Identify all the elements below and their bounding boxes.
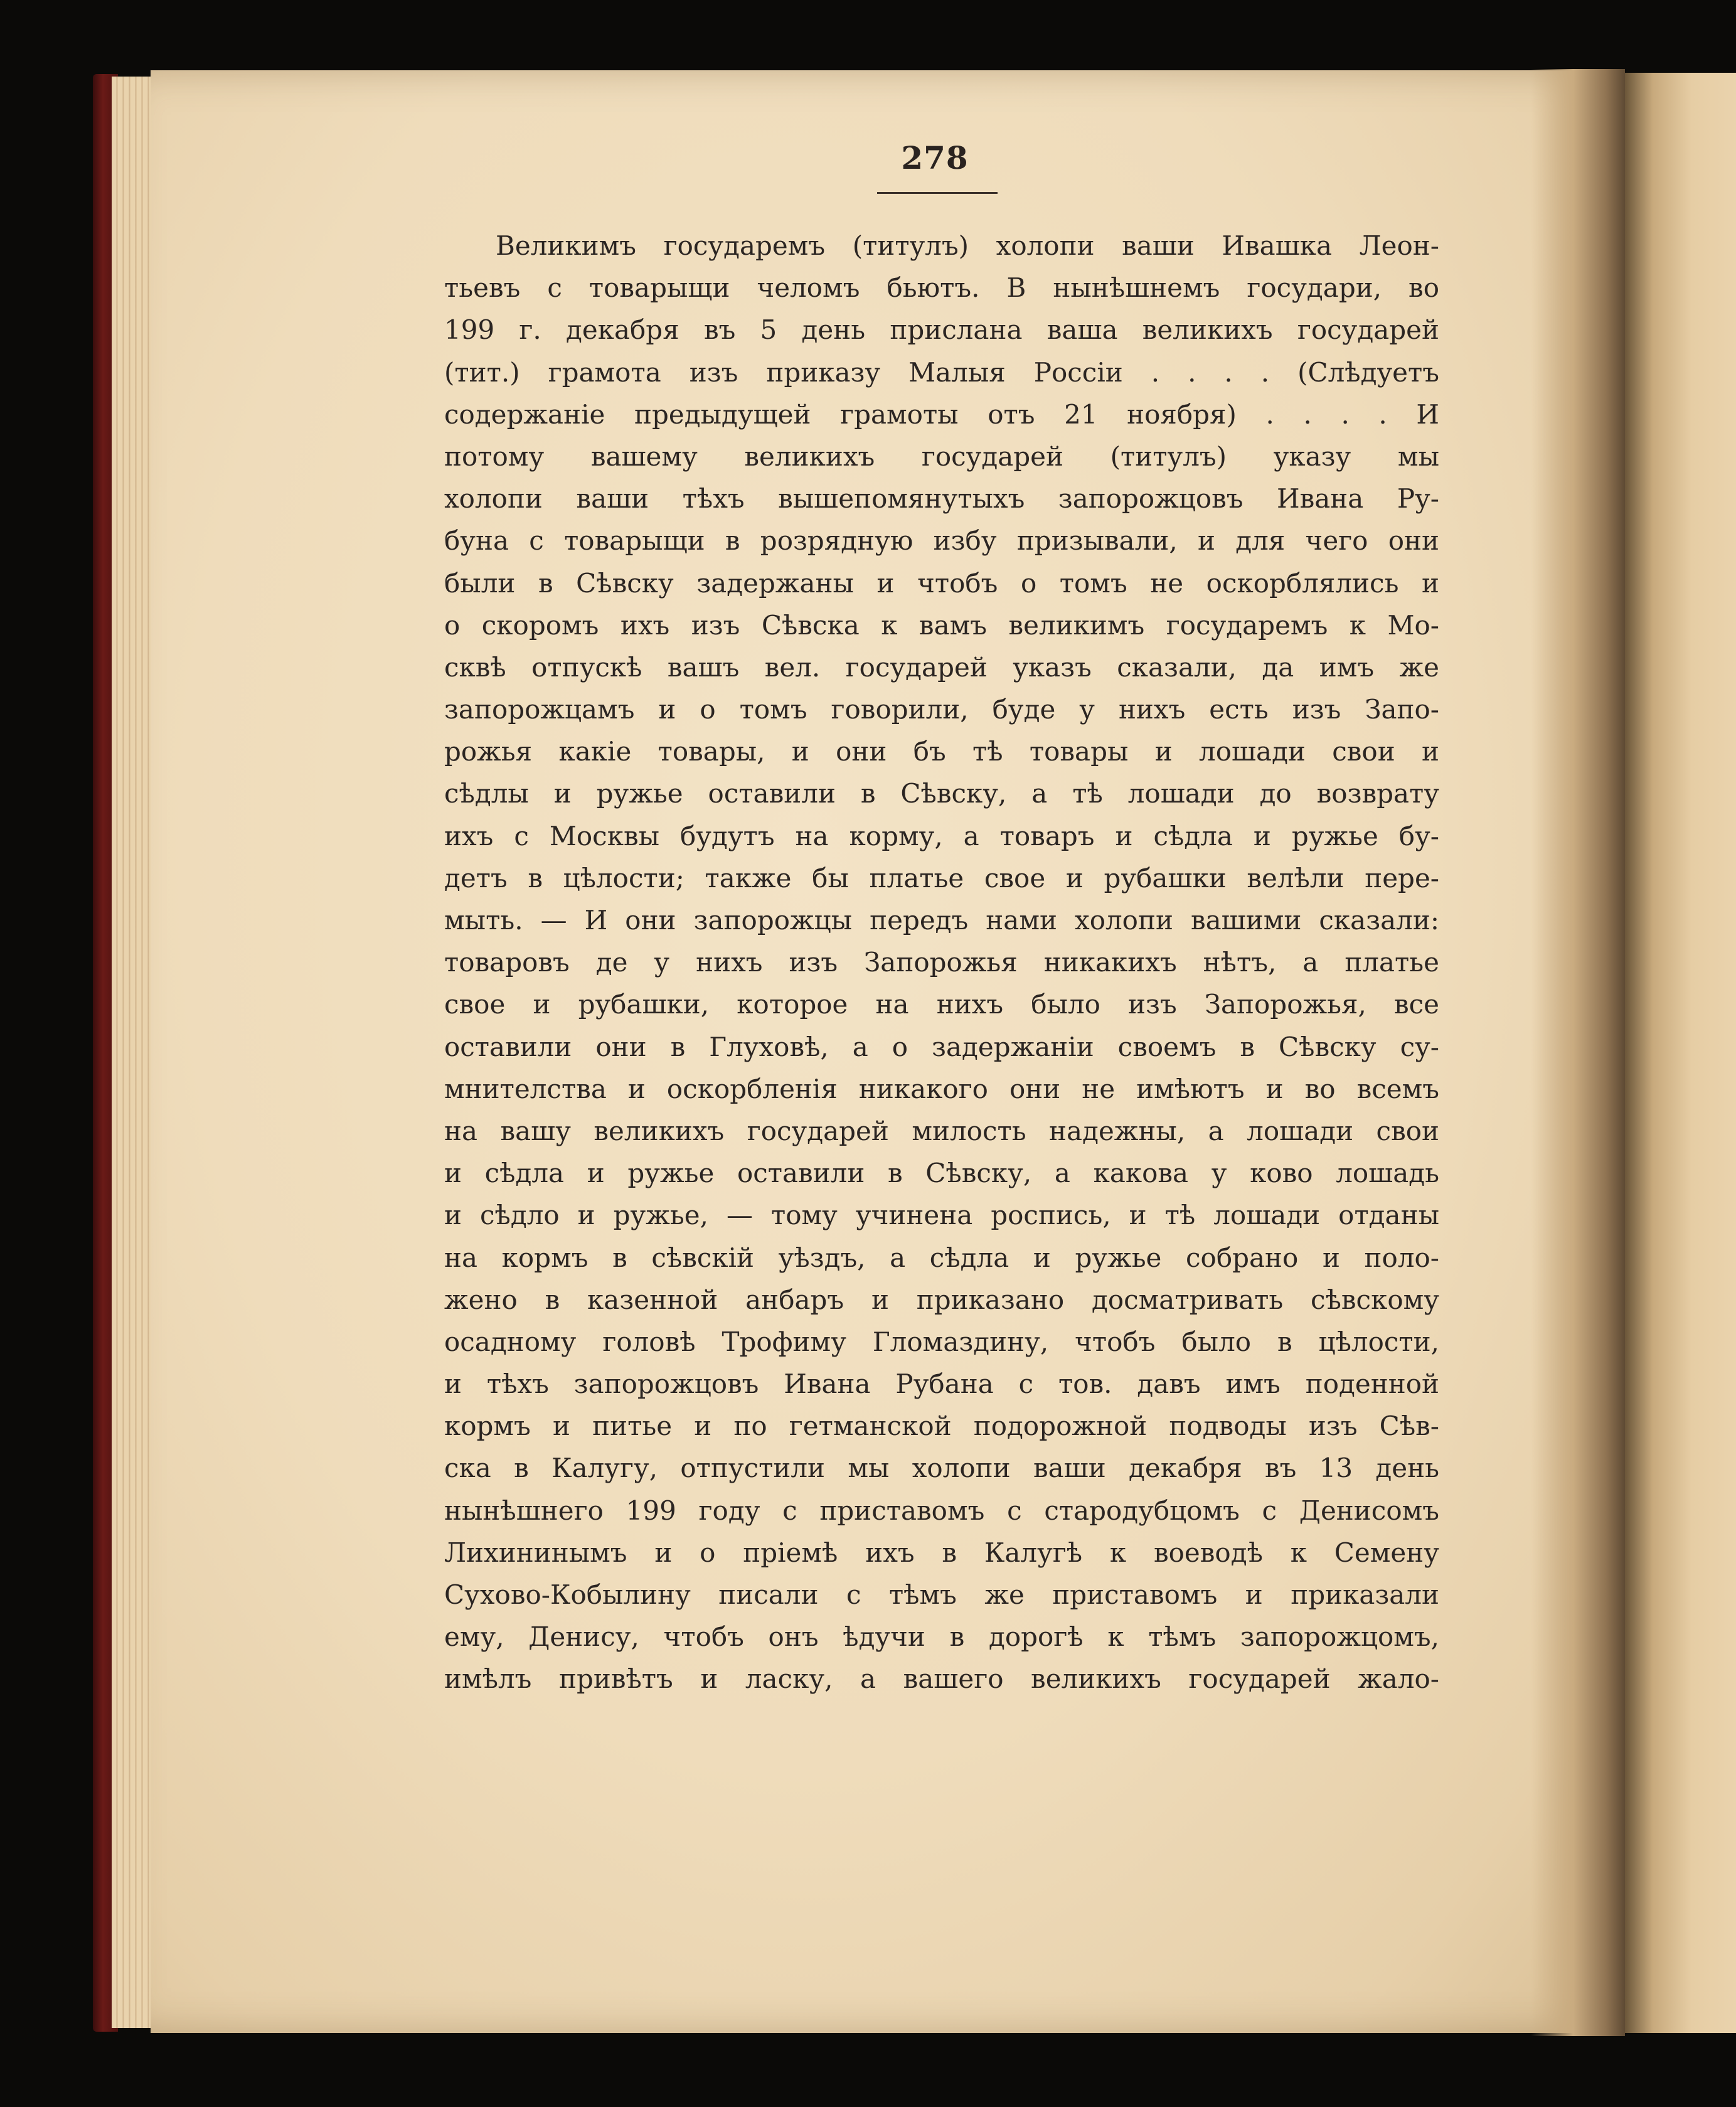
background-top xyxy=(94,0,1736,75)
text-line: Великимъ государемъ (титулъ) холопи ваши Ивашка Леон- xyxy=(496,230,1439,261)
text-line: и тѣхъ запорожцовъ Ивана Рубана с тов. давъ имъ поденной xyxy=(444,1368,1439,1400)
text-line: ихъ с Москвы будутъ на корму, а товаръ и сѣдла и ружье бу- xyxy=(444,820,1439,851)
text-line: буна с товарыщи в розрядную избу призывали, и для чего они xyxy=(444,525,1439,557)
text-line: на вашу великихъ государей милость надежны, а лошади свои xyxy=(444,1115,1439,1146)
text-line: и сѣдла и ружье оставили в Сѣвску, а какова у ково лошадь xyxy=(444,1158,1439,1189)
book-gutter xyxy=(1531,69,1625,2036)
text-line: нынѣшнего 199 году с приставомъ с стародубцомъ с Денисомъ xyxy=(444,1495,1439,1526)
text-line: ему, Денису, чтобъ онъ ѣдучи в дорогѣ к тѣмъ запорожцомъ, xyxy=(444,1621,1439,1653)
text-line: мнителства и оскорбленія никакого они не имѣютъ и во всемъ xyxy=(444,1073,1439,1104)
text-line: и сѣдло и ружье, — тому учинена роспись, и тѣ лошади отданы xyxy=(444,1200,1439,1231)
text-line: жено в казенной анбаръ и приказано досматривать сѣвскому xyxy=(444,1284,1439,1315)
text-line: Сухово-Кобылину писали с тѣмъ же приставомъ и приказали xyxy=(444,1579,1439,1610)
text-line: имѣлъ привѣтъ и ласку, а вашего великихъ государей жало- xyxy=(444,1663,1439,1695)
text-line: на кормъ в сѣвскій уѣздъ, а сѣдла и ружье собрано и поло- xyxy=(444,1242,1439,1273)
text-line: кормъ и питье и по гетманской подорожной подводы изъ Сѣв- xyxy=(444,1411,1439,1442)
page-body-text xyxy=(444,225,1439,1700)
text-line: товаровъ де у нихъ изъ Запорожья никакихъ нѣтъ, а платье xyxy=(444,947,1439,978)
text-line: рожья какіе товары, и они бъ тѣ товары и лошади свои и xyxy=(444,736,1439,767)
text-line: осадному головѣ Трофиму Гломаздину, чтобъ было в цѣлости, xyxy=(444,1326,1439,1357)
page-number: 278 xyxy=(901,139,969,176)
text-line: (тит.) грамота изъ приказу Малыя Россіи . . . . (Слѣдуетъ xyxy=(444,356,1439,388)
text-line: тьевъ с товарыщи челомъ бьютъ. В нынѣшнемъ государи, во xyxy=(444,272,1439,304)
text-line: холопи ваши тѣхъ вышепомянутыхъ запорожцовъ Ивана Ру- xyxy=(444,483,1439,515)
text-line: содержаніе предыдущей грамоты отъ 21 ноября) . . . . И xyxy=(444,398,1439,430)
text-line: 199 г. декабря въ 5 день прислана ваша великихъ государей xyxy=(444,314,1439,346)
text-line: запорожцамъ и о томъ говорили, буде у нихъ есть изъ Запо- xyxy=(444,694,1439,725)
text-line: о скоромъ ихъ изъ Сѣвска к вамъ великимъ государемъ к Мо- xyxy=(444,609,1439,641)
text-line: Лихининымъ и о пріемѣ ихъ в Калугѣ к воеводѣ к Семену xyxy=(444,1537,1439,1568)
text-line: ска в Калугу, отпустили мы холопи ваши декабря въ 13 день xyxy=(444,1453,1439,1484)
text-line: потому вашему великихъ государей (титулъ) указу мы xyxy=(444,440,1439,472)
text-line: были в Сѣвску задержаны и чтобъ о томъ не оскорблялись и xyxy=(444,567,1439,599)
page-number-rule xyxy=(877,192,998,194)
text-line: оставили они в Глуховѣ, а о задержаніи своемъ в Сѣвску су- xyxy=(444,1031,1439,1062)
text-line: мыть. — И они запорожцы передъ нами холопи вашими сказали: xyxy=(444,905,1439,936)
text-line: детъ в цѣлости; также бы платье свое и рубашки велѣли пере- xyxy=(444,862,1439,893)
text-line: сѣдлы и ружье оставили в Сѣвску, а тѣ лошади до возврату xyxy=(444,778,1439,809)
facing-page-edge xyxy=(1625,73,1736,2033)
text-line: сквѣ отпускѣ вашъ вел. государей указъ сказали, да имъ же xyxy=(444,651,1439,683)
text-line: свое и рубашки, которое на нихъ было изъ Запорожья, все xyxy=(444,989,1439,1020)
